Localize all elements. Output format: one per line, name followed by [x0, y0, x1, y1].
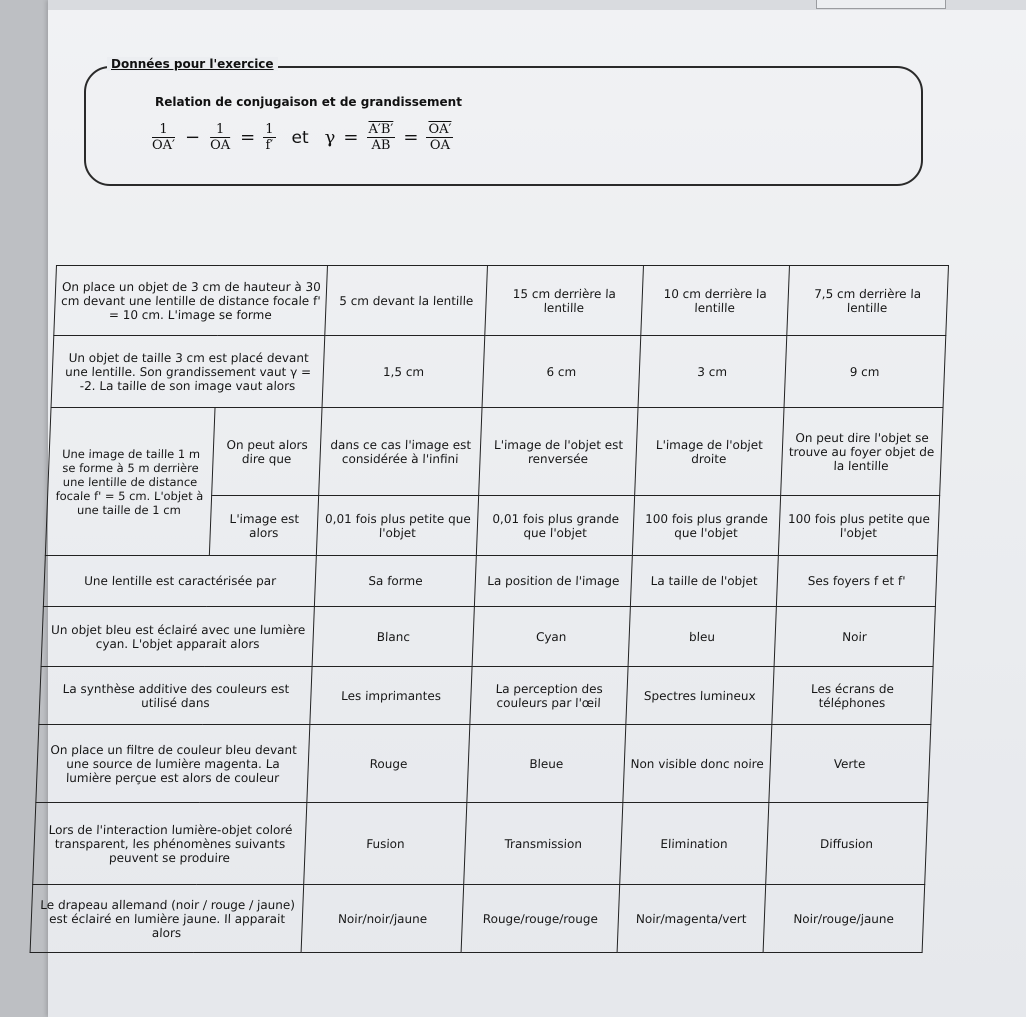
fraction-1-over-oa: [208, 122, 232, 153]
answer-cell: 100 fois plus grande que l'objet: [632, 496, 780, 556]
fraction-denominator: AB: [371, 138, 391, 153]
equals-sign: =: [343, 127, 359, 148]
table-row: [41, 607, 935, 667]
answer-cell: Fusion: [304, 803, 467, 885]
fraction-numerator: OA′: [428, 122, 452, 137]
answer-cell: 100 fois plus petite que l'objet: [778, 496, 940, 556]
answer-cell: 6 cm: [482, 336, 641, 408]
answer-cell: 7,5 cm derrière la lentille: [786, 266, 948, 336]
equals-sign: =: [240, 127, 256, 148]
question-cell: Un objet bleu est éclairé avec une lumière cyan. L'objet apparait alors: [41, 607, 315, 667]
answer-cell: L'image de l'objet droite: [635, 408, 784, 496]
conjunction-et: et: [291, 127, 309, 148]
box-title: Données pour l'exercice: [107, 57, 278, 71]
answer-cell: 10 cm derrière la lentille: [641, 266, 789, 336]
question-cell: On place un objet de 3 cm de hauteur à 30 cm devant une lentille de distance focale f' = 10 cm. L'image se forme: [54, 266, 328, 336]
answer-cell: La perception des couleurs par l'œil: [470, 667, 628, 725]
answer-cell: On peut dire l'objet se trouve au foyer objet de la lentille: [780, 408, 943, 496]
answer-cell: La position de l'image: [474, 556, 632, 607]
question-cell: On place un filtre de couleur bleu devant une source de lumière magenta. La lumière perçue est alors de couleur: [36, 725, 310, 803]
fraction-numerator: 1: [265, 122, 274, 137]
fraction-1-over-f-prime: [263, 122, 275, 153]
answer-cell: dans ce cas l'image est considérée à l'infini: [319, 408, 482, 496]
box-subtitle: Relation de conjugaison et de grandissement: [155, 95, 462, 109]
answer-cell: 5 cm devant la lentille: [325, 266, 487, 336]
answer-cell: 3 cm: [638, 336, 786, 408]
question-cell: Une lentille est caractérisée par: [43, 556, 316, 607]
table-row: [39, 667, 933, 725]
fraction-denominator: OA: [429, 138, 450, 153]
fraction-numerator: 1: [215, 122, 225, 137]
fraction-numerator: A′B′: [368, 122, 394, 137]
minus-sign: −: [185, 127, 201, 148]
answer-cell: 9 cm: [784, 336, 946, 408]
fraction-numerator: 1: [159, 122, 168, 137]
table-row: [33, 803, 928, 885]
fraction-denominator: OA: [210, 138, 231, 153]
fraction-oa-prime-over-oa: [426, 122, 453, 153]
fraction-denominator: f′: [265, 138, 274, 153]
subquestion-cell: On peut alors dire que: [211, 408, 322, 496]
fraction-1-over-oa-prime: [150, 122, 177, 153]
subquestion-cell: L'image est alors: [209, 496, 319, 556]
conjugation-formula: [150, 122, 453, 153]
answer-cell: La taille de l'objet: [630, 556, 777, 607]
table-row: [30, 885, 925, 953]
answer-cell: Ses foyers f et f': [776, 556, 937, 607]
question-cell: Lors de l'interaction lumière-objet coloré transparent, les phénomènes suivants peuvent se produire: [33, 803, 308, 885]
answer-cell: Les imprimantes: [310, 667, 472, 725]
answer-cell: Transmission: [464, 803, 623, 885]
answer-cell: Noir/noir/jaune: [302, 885, 464, 953]
answer-cell: Les écrans de téléphones: [771, 667, 933, 725]
answer-cell: Diffusion: [765, 803, 928, 885]
answer-cell: 0,01 fois plus grande que l'objet: [476, 496, 635, 556]
question-cell: Un objet de taille 3 cm est placé devant une lentille. Son grandissement vaut γ = -2. La taille de son image vaut alors: [51, 336, 325, 408]
answer-cell: Blanc: [313, 607, 475, 667]
table-row: [43, 556, 937, 607]
top-tab: [816, 0, 946, 9]
table-row: [48, 408, 943, 496]
answer-cell: Noir/rouge/jaune: [763, 885, 925, 953]
equals-sign: =: [403, 127, 419, 148]
answer-cell: 1,5 cm: [322, 336, 484, 408]
answer-cell: Rouge/rouge/rouge: [461, 885, 620, 953]
question-cell: La synthèse additive des couleurs est utilisé dans: [39, 667, 313, 725]
answer-cell: Cyan: [472, 607, 631, 667]
question-cell: Une image de taille 1 m se forme à 5 m derrière une lentille de distance focale f' = 5 cm. L'objet à une taille de 1 cm: [45, 408, 214, 556]
answer-cell: Verte: [768, 725, 930, 803]
fraction-denominator: OA′: [152, 138, 175, 153]
answer-cell: Elimination: [620, 803, 769, 885]
answer-cell: Non visible donc noire: [623, 725, 771, 803]
fraction-ab-prime-over-ab: [367, 122, 396, 153]
answer-cell: Spectres lumineux: [626, 667, 774, 725]
question-cell: Le drapeau allemand (noir / rouge / jaune) est éclairé en lumière jaune. Il apparait alors: [30, 885, 304, 953]
gamma-symbol: γ: [324, 127, 336, 148]
table-row: [54, 266, 949, 336]
answer-cell: Noir/magenta/vert: [617, 885, 765, 953]
answer-cell: 0,01 fois plus petite que l'objet: [317, 496, 479, 556]
answer-cell: bleu: [628, 607, 776, 667]
answer-cell: Bleue: [467, 725, 626, 803]
answer-cell: Rouge: [307, 725, 469, 803]
quiz-table: [30, 265, 949, 953]
table-row: [51, 336, 946, 408]
answer-cell: Sa forme: [315, 556, 476, 607]
answer-cell: 15 cm derrière la lentille: [485, 266, 644, 336]
answer-cell: Noir: [774, 607, 936, 667]
answer-cell: L'image de l'objet est renversée: [479, 408, 639, 496]
table-row: [36, 725, 931, 803]
